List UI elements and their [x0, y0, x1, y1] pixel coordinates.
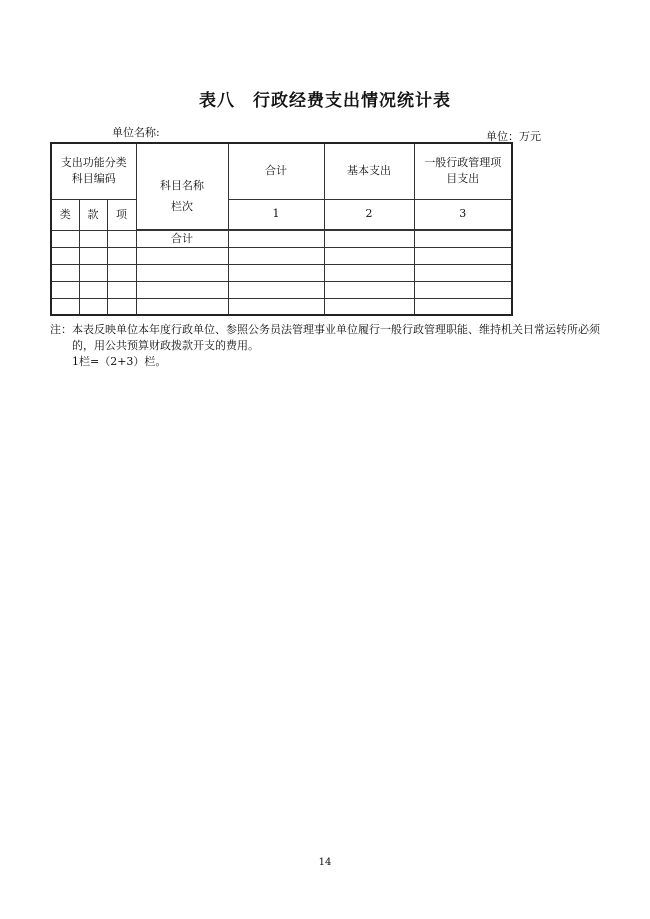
- empty-cell: [228, 230, 324, 247]
- header-total: 合计: [228, 143, 324, 199]
- statistics-table: [50, 142, 513, 316]
- empty-cell: [324, 230, 414, 247]
- table-row: [51, 298, 512, 315]
- page-title: 表八 行政经费支出情况统计表: [199, 91, 451, 111]
- header-lei: 类: [51, 199, 79, 230]
- unit-name-label: 单位名称:: [112, 126, 160, 139]
- header-subject-name: 科目名称: [136, 143, 228, 229]
- empty-cell: [414, 230, 512, 247]
- empty-cell: [79, 230, 107, 247]
- notes: [50, 322, 630, 370]
- note-line-2: 的，用公共预算财政拨款开支的费用。: [72, 339, 259, 352]
- column-no-1: 1: [228, 199, 324, 229]
- header-kuan: 款: [79, 199, 107, 230]
- header-general-admin: 一般行政管理项目支出: [414, 143, 512, 199]
- note-line-3: 1栏=（2+3）栏。: [72, 355, 167, 368]
- table-row: [51, 247, 512, 264]
- page-number: 14: [318, 857, 332, 868]
- note-line-1: 注：本表反映单位本年度行政单位、参照公务员法管理事业单位履行一般行政管理职能、维持机关日常运转所必须: [50, 323, 600, 336]
- column-no-3: 3: [414, 199, 512, 229]
- column-no-2: 2: [324, 199, 414, 229]
- empty-cell: [51, 230, 79, 247]
- column-order-label: 栏次: [136, 229, 228, 230]
- empty-cell: [107, 230, 136, 247]
- header-basic: 基本支出: [324, 143, 414, 199]
- unit-label: 单位：万元: [486, 130, 541, 143]
- table-row: [51, 281, 512, 298]
- header-classification: 支出功能分类科目编码: [51, 143, 136, 199]
- total-row-label: 合计: [136, 230, 228, 247]
- header-xiang: 项: [107, 199, 136, 230]
- table-row: [51, 264, 512, 281]
